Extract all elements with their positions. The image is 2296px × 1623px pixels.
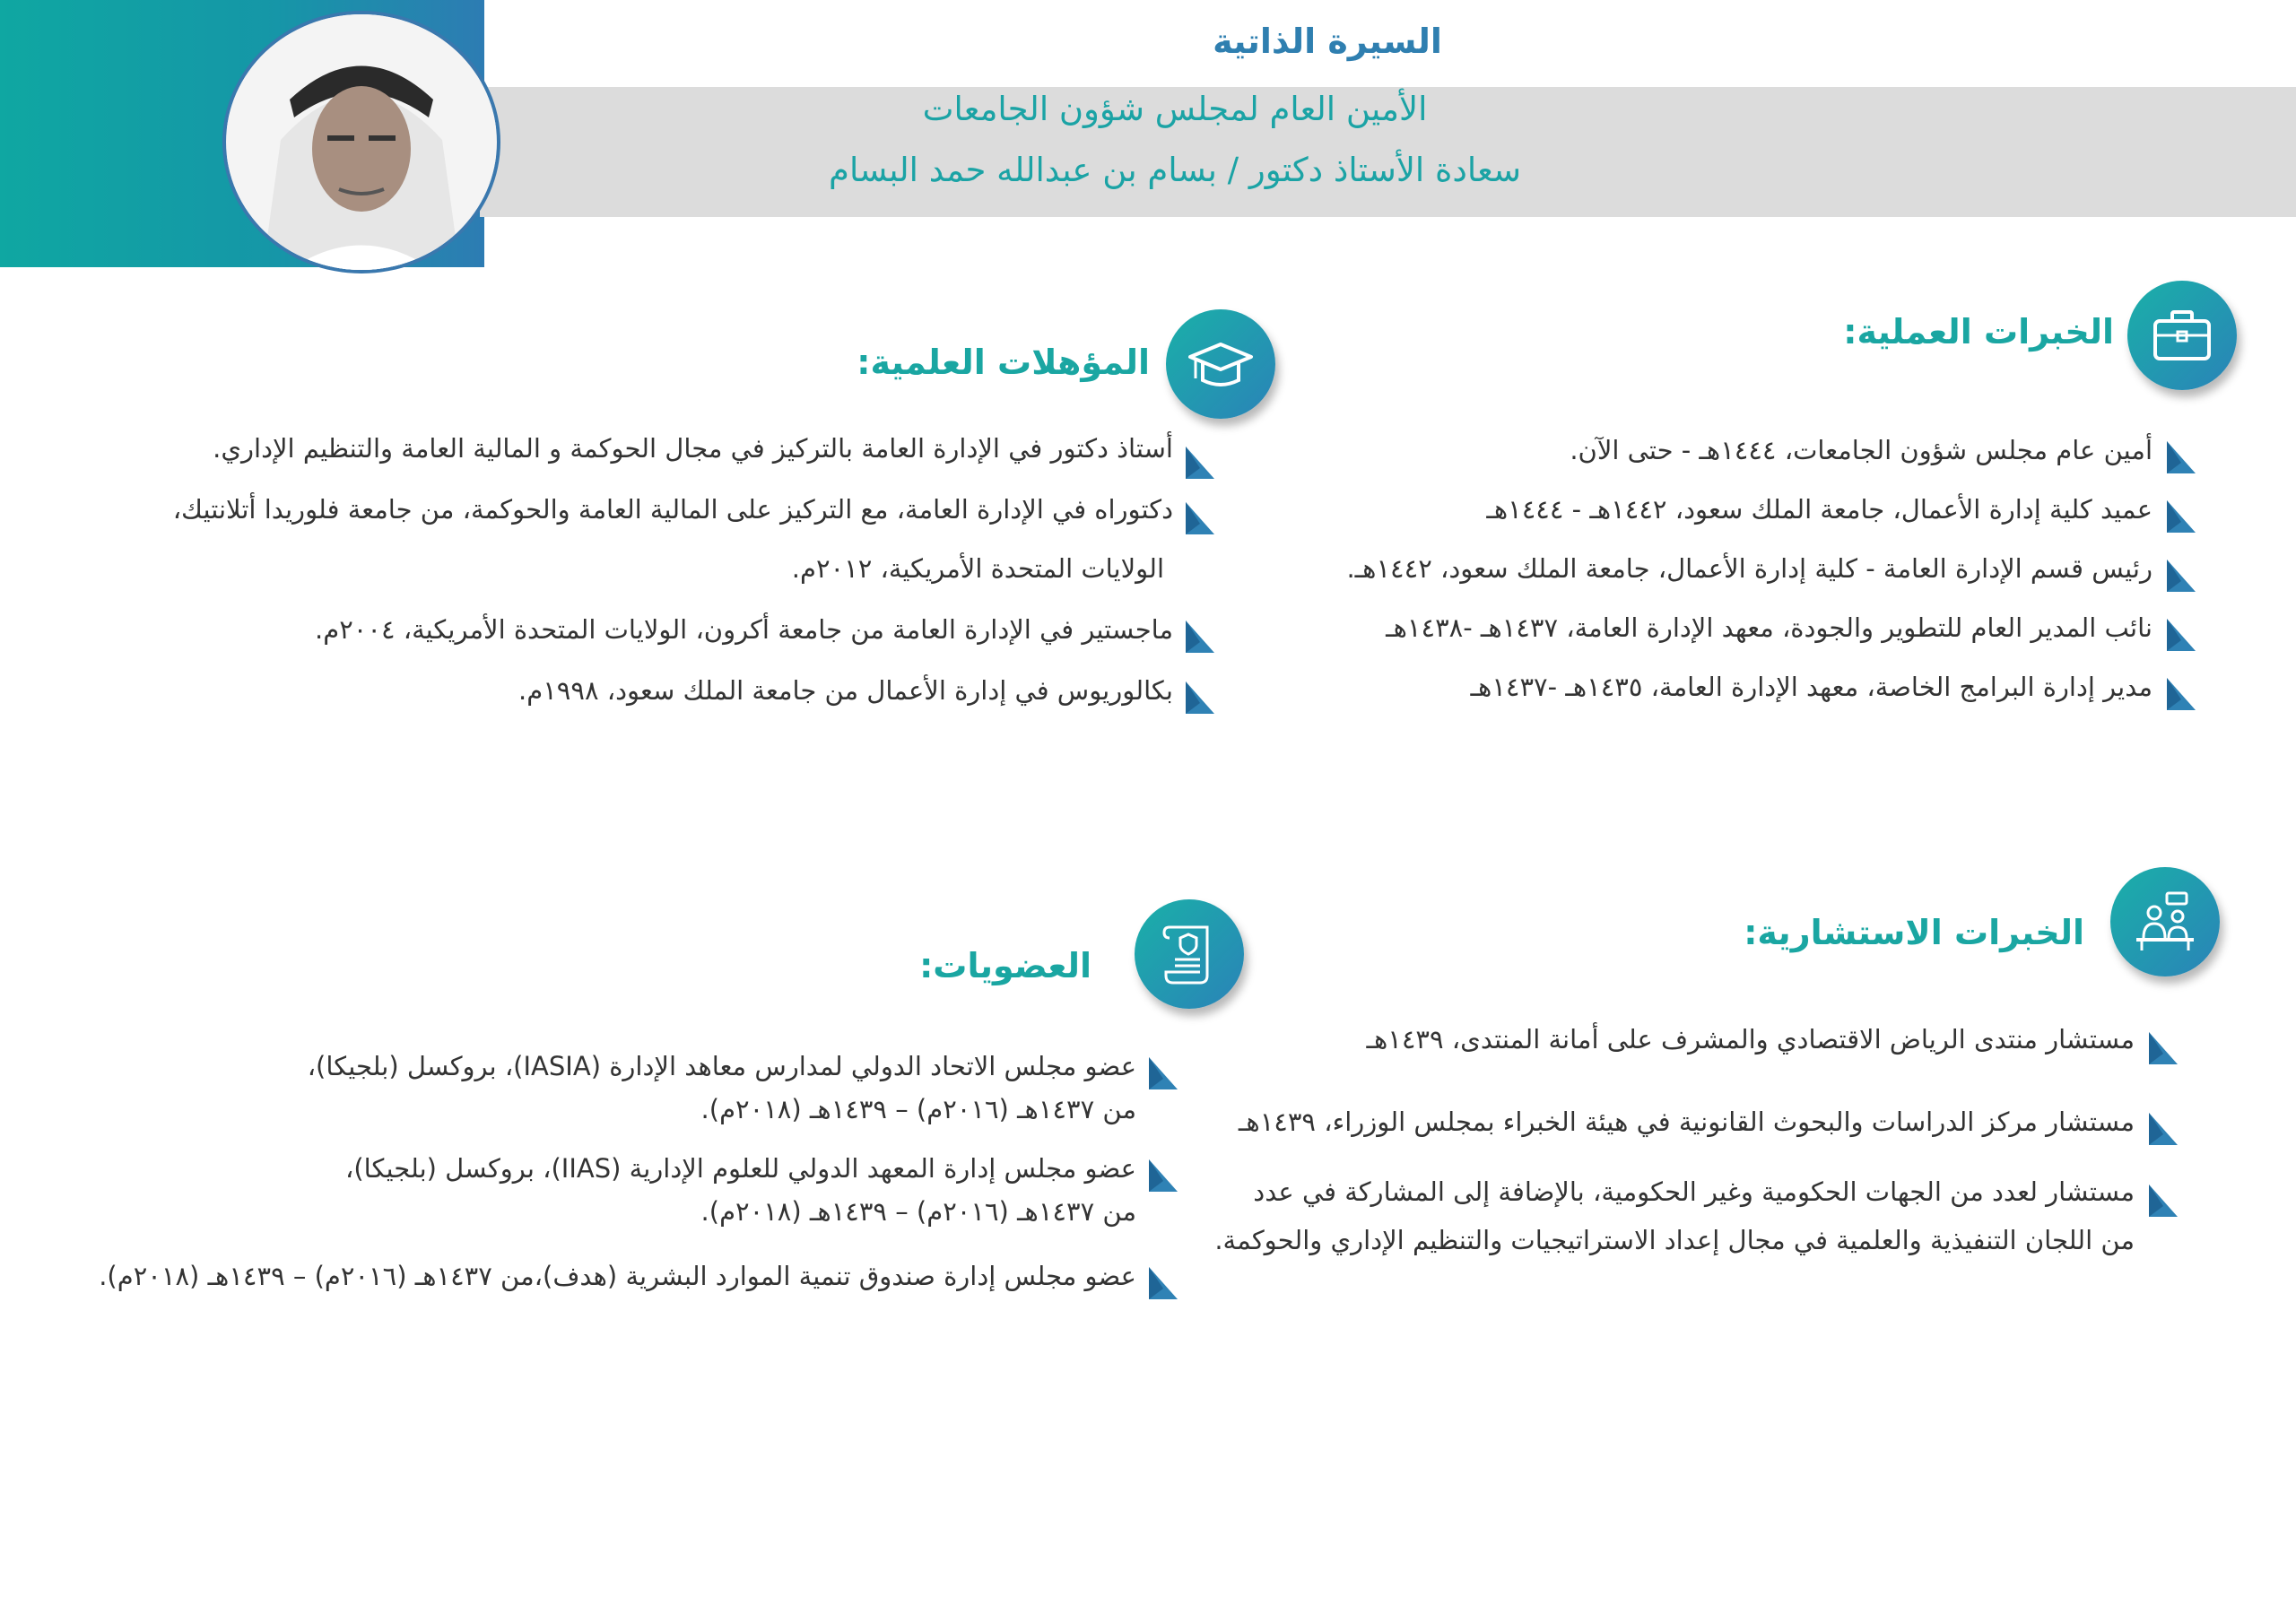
work-item-text: رئيس قسم الإدارة العامة - كلية إدارة الأعمال، جامعة الملك سعود، ١٤٤٢هـ. [1346,553,2152,584]
qualification-item-text: دكتوراه في الإدارة العامة، مع التركيز على المالية العامة والحوكمة، من جامعة فلوريدا أتلانتيك، [172,494,1173,525]
consulting-list [1214,1018,2135,1267]
memberships-list [99,1045,1136,1298]
memberships-section-title [919,946,1091,985]
list-item [1214,1170,2135,1219]
bullet-icon [2145,1111,2179,1147]
consulting-desk-icon [2110,867,2220,976]
memberships-title-text: العضويات [933,946,1091,985]
list-item [99,1254,1136,1298]
list-item-continuation [99,1088,1136,1147]
bullet-icon [2163,558,2197,594]
certificate-scroll-icon [1135,899,1244,1009]
qualifications-section-title [857,343,1150,382]
membership-item-text: عضو مجلس الاتحاد الدولي لمدارس معاهد الإدارة (IASIA)، بروكسل (بلجيكا)، [307,1051,1136,1081]
work-section-title [1843,312,2114,352]
qualifications-list [173,427,1173,730]
bullet-icon [1182,445,1216,481]
consulting-title-text: الخبرات الاستشارية [1757,913,2084,952]
bullet-icon [2163,499,2197,534]
list-item [99,1045,1136,1088]
list-item [1346,488,2152,547]
briefcase-icon [2127,281,2237,390]
page-title: السيرة الذاتية [1213,22,1442,61]
list-item [1346,429,2152,488]
work-item-text: مدير إدارة البرامج الخاصة، معهد الإدارة العامة، ١٤٣٥هـ -١٤٣٧هـ [1470,672,2152,702]
bullet-icon [2145,1183,2179,1219]
bullet-icon [1182,619,1216,655]
work-item-text: نائب المدير العام للتطوير والجودة، معهد الإدارة العامة، ١٤٣٧هـ -١٤٣٨هـ [1386,612,2152,643]
list-item-continuation [99,1190,1136,1254]
qualification-item-text: الولايات المتحدة الأمريكية، ٢٠١٢م. [791,553,1164,584]
work-title-colon: : [1843,312,1857,352]
bullet-icon [2163,439,2197,475]
position-title: الأمين العام لمجلس شؤون الجامعات [922,90,1428,128]
list-item [173,488,1173,547]
consulting-title-colon: : [1744,913,1758,952]
list-item [99,1147,1136,1190]
bullet-icon [1182,500,1216,536]
consulting-item-text: مستشار منتدى الرياض الاقتصادي والمشرف على أمانة المنتدى، ١٤٣٩هـ [1366,1024,2135,1055]
qualifications-title-colon: : [857,343,871,382]
qualification-item-text: ماجستير في الإدارة العامة من جامعة أكرون، الولايات المتحدة الأمريكية، ٢٠٠٤م. [315,614,1173,645]
list-item [1214,1100,2135,1170]
consulting-item-text: من اللجان التنفيذية والعلمية في مجال إعداد الاستراتيجيات والتنظيم الإداري والحوكمة. [1214,1225,2135,1255]
membership-item-text: عضو مجلس إدارة المعهد الدولي للعلوم الإدارية (IIAS)، بروكسل (بلجيكا)، [344,1153,1136,1184]
list-item-continuation [1214,1219,2135,1267]
qualification-item-text: أستاذ دكتور في الإدارة العامة بالتركيز في مجال الحوكمة و المالية العامة والتنظيم الإداري. [213,433,1173,464]
qualifications-title-text: المؤهلات العلمية [870,343,1150,382]
work-item-text: عميد كلية إدارة الأعمال، جامعة الملك سعود، ١٤٤٢هـ - ١٤٤٤هـ [1486,494,2152,525]
list-item-continuation [173,547,1173,608]
work-title-text: الخبرات العملية [1857,312,2114,352]
bullet-icon [1145,1265,1179,1301]
memberships-title-colon: : [919,946,934,985]
consulting-item-text: مستشار لعدد من الجهات الحكومية وغير الحكومية، بالإضافة إلى المشاركة في عدد [1253,1176,2135,1207]
list-item [1214,1018,2135,1100]
bullet-icon [2145,1030,2179,1066]
list-item [1346,547,2152,606]
work-list [1346,429,2152,725]
consulting-item-text: مستشار مركز الدراسات والبحوث القانونية في هيئة الخبراء بمجلس الوزراء، ١٤٣٩هـ [1238,1107,2135,1137]
list-item [1346,665,2152,725]
bullet-icon [1145,1158,1179,1193]
graduation-cap-icon [1166,309,1275,419]
membership-item-text: عضو مجلس إدارة صندوق تنمية الموارد البشرية (هدف)،من ١٤٣٧هـ (٢٠١٦م) – ١٤٣٩هـ (٢٠١٨م). [99,1261,1136,1291]
list-item [173,427,1173,488]
work-item-text: أمين عام مجلس شؤون الجامعات، ١٤٤٤هـ - حتى الآن. [1570,435,2152,465]
consulting-section-title [1744,913,2084,952]
list-item [173,608,1173,669]
membership-item-text: من ١٤٣٧هـ (٢٠١٦م) – ١٤٣٩هـ (٢٠١٨م). [700,1094,1136,1124]
bullet-icon [2163,676,2197,712]
qualification-item-text: بكالوريوس في إدارة الأعمال من جامعة الملك سعود، ١٩٩٨م. [518,675,1173,706]
person-name: سعادة الأستاذ دكتور / بسام بن عبدالله حمد البسام [829,151,1521,189]
bullet-icon [1182,680,1216,716]
bullet-icon [2163,617,2197,653]
membership-item-text: من ١٤٣٧هـ (٢٠١٦م) – ١٤٣٩هـ (٢٠١٨م). [700,1196,1136,1227]
list-item [1346,606,2152,665]
bullet-icon [1145,1055,1179,1091]
profile-photo [222,11,500,273]
list-item [173,669,1173,730]
person-portrait-icon [226,14,497,270]
